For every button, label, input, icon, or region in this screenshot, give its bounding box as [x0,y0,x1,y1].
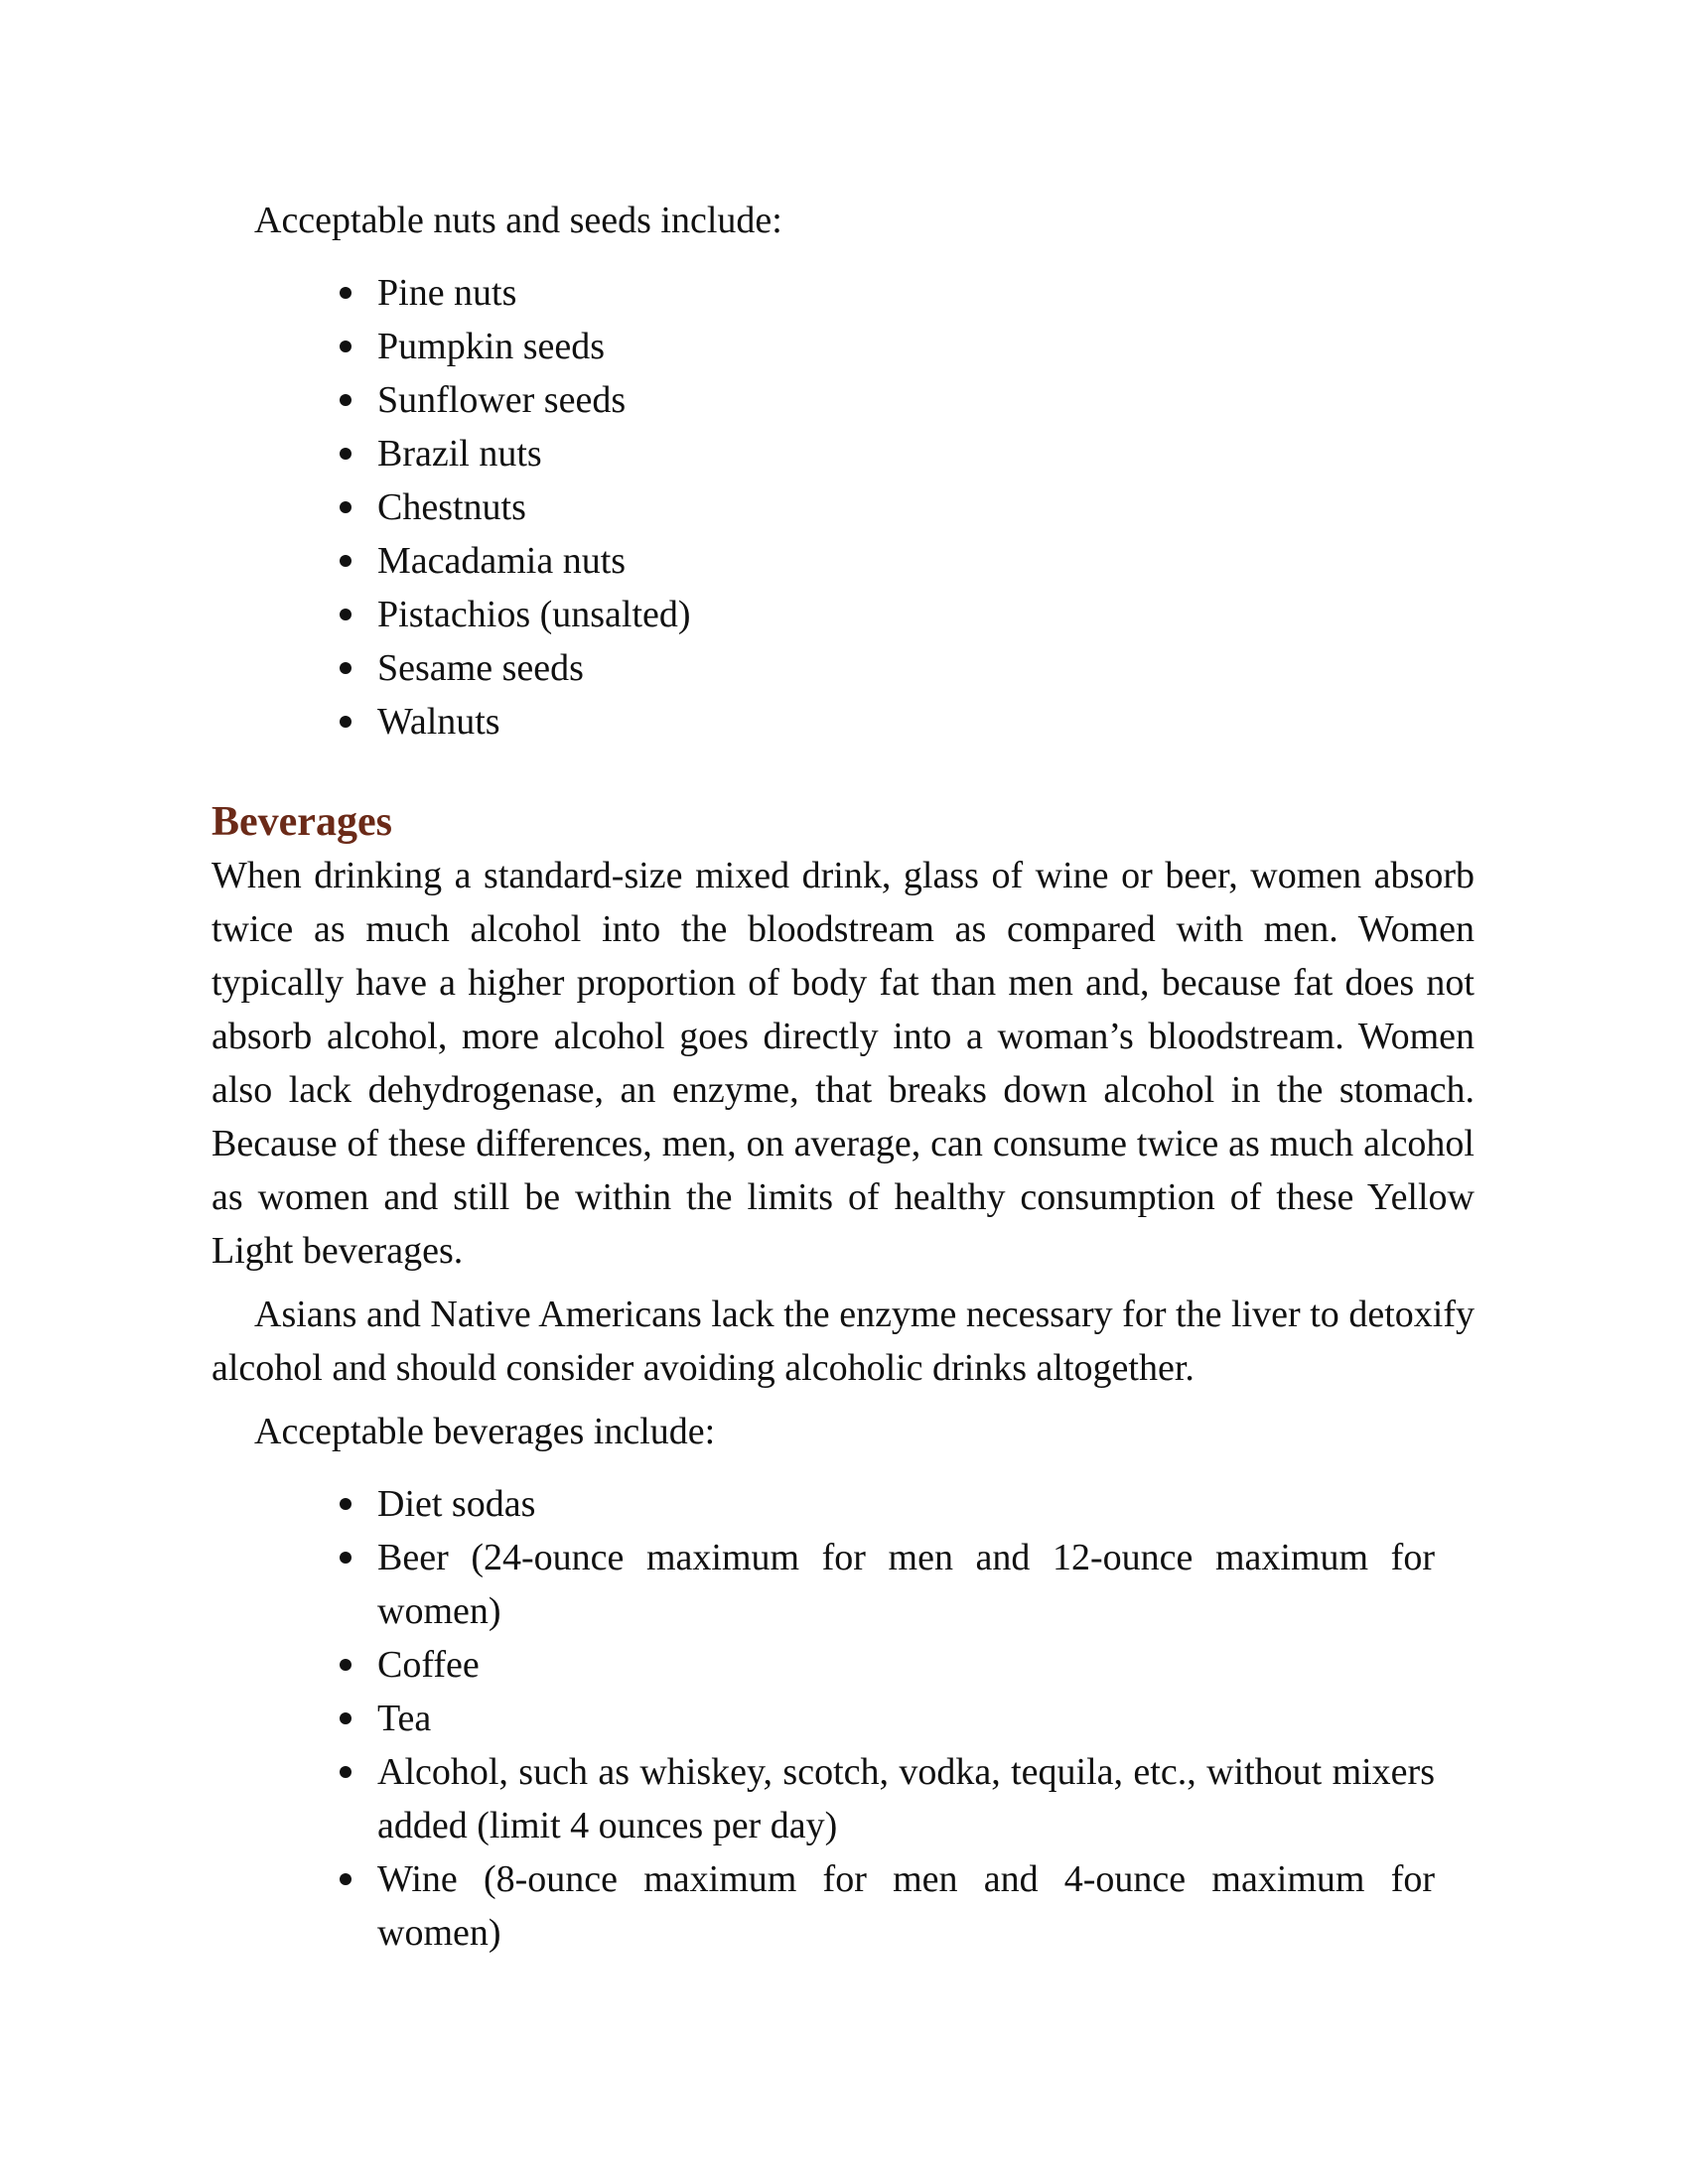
beverages-list-item-text: Beer (24-ounce maximum for men and 12-ounce maximum for women) [377,1537,1435,1632]
nuts-list-item-text: Sunflower seeds [377,379,627,421]
beverages-list-item [211,1692,1475,1745]
bullet-icon [340,1552,352,1564]
beverages-list-item [211,1531,1475,1638]
nuts-list-item [211,641,1475,695]
bullet-icon [340,555,352,567]
nuts-list-item-text: Brazil nuts [377,433,542,475]
bullet-icon [340,716,352,728]
nuts-list-item-text: Chestnuts [377,486,526,528]
bullet-icon [340,1498,352,1510]
beverages-list-item [211,1638,1475,1692]
bullet-icon [340,501,352,513]
beverages-list-item-text: Coffee [377,1644,480,1686]
nuts-list-item [211,534,1475,588]
beverages-list-item-text: Alcohol, such as whiskey, scotch, vodka, tequila, etc., without mixers added (limit 4 ounces per day) [377,1751,1435,1846]
bullet-icon [340,609,352,620]
beverages-list-item-text: Wine (8-ounce maximum for men and 4-ounce maximum for women) [377,1858,1435,1954]
document-page [211,194,1475,1960]
bullet-icon [340,287,352,299]
beverages-intro: Acceptable beverages include: [254,1411,716,1452]
nuts-list-item-text: Pine nuts [377,272,517,314]
bullet-icon [340,448,352,460]
beverages-paragraph-2: Asians and Native Americans lack the enzyme necessary for the liver to detoxify alcohol and should consider avoiding alcoholic drinks altogether. [211,1294,1475,1389]
beverages-heading: Beverages [211,799,392,845]
nuts-list-item [211,266,1475,320]
bullet-icon [340,341,352,352]
bullet-icon [340,394,352,406]
bullet-icon [340,662,352,674]
beverages-list-item-text: Diet sodas [377,1483,536,1525]
nuts-list-item [211,695,1475,749]
nuts-list-item [211,427,1475,480]
beverages-list [211,1477,1475,1960]
nuts-intro: Acceptable nuts and seeds include: [254,200,782,241]
beverages-list-item [211,1477,1475,1531]
beverages-list-item-text: Tea [377,1698,432,1739]
nuts-list [211,266,1475,749]
nuts-list-item-text: Macadamia nuts [377,540,627,582]
nuts-list-item-text: Walnuts [377,701,500,743]
nuts-list-item-text: Pumpkin seeds [377,326,606,367]
nuts-list-item-text: Sesame seeds [377,647,584,689]
nuts-list-item [211,588,1475,641]
nuts-list-item [211,480,1475,534]
nuts-list-item [211,373,1475,427]
beverages-paragraph-1: When drinking a standard-size mixed drink, glass of wine or beer, women absorb twice as much alcohol into the bloodstream as compared with men. Women typically have a higher proportion of body fat than men and, because fat does not absorb alcohol, more alcohol goes directly into a woman’s bloodstream. Women also lack dehydrogenase, an enzyme, that breaks down alcohol in the stomach. Because of these differences, men, on average, can consume twice as much alcohol as women and still be within the limits of healthy consumption of these Yellow Light beverages. [211,855,1475,1272]
bullet-icon [340,1659,352,1671]
bullet-icon [340,1873,352,1885]
bullet-icon [340,1712,352,1724]
beverages-list-item [211,1745,1475,1852]
bullet-icon [340,1766,352,1778]
nuts-list-item [211,320,1475,373]
beverages-list-item [211,1852,1475,1960]
nuts-list-item-text: Pistachios (unsalted) [377,594,691,635]
